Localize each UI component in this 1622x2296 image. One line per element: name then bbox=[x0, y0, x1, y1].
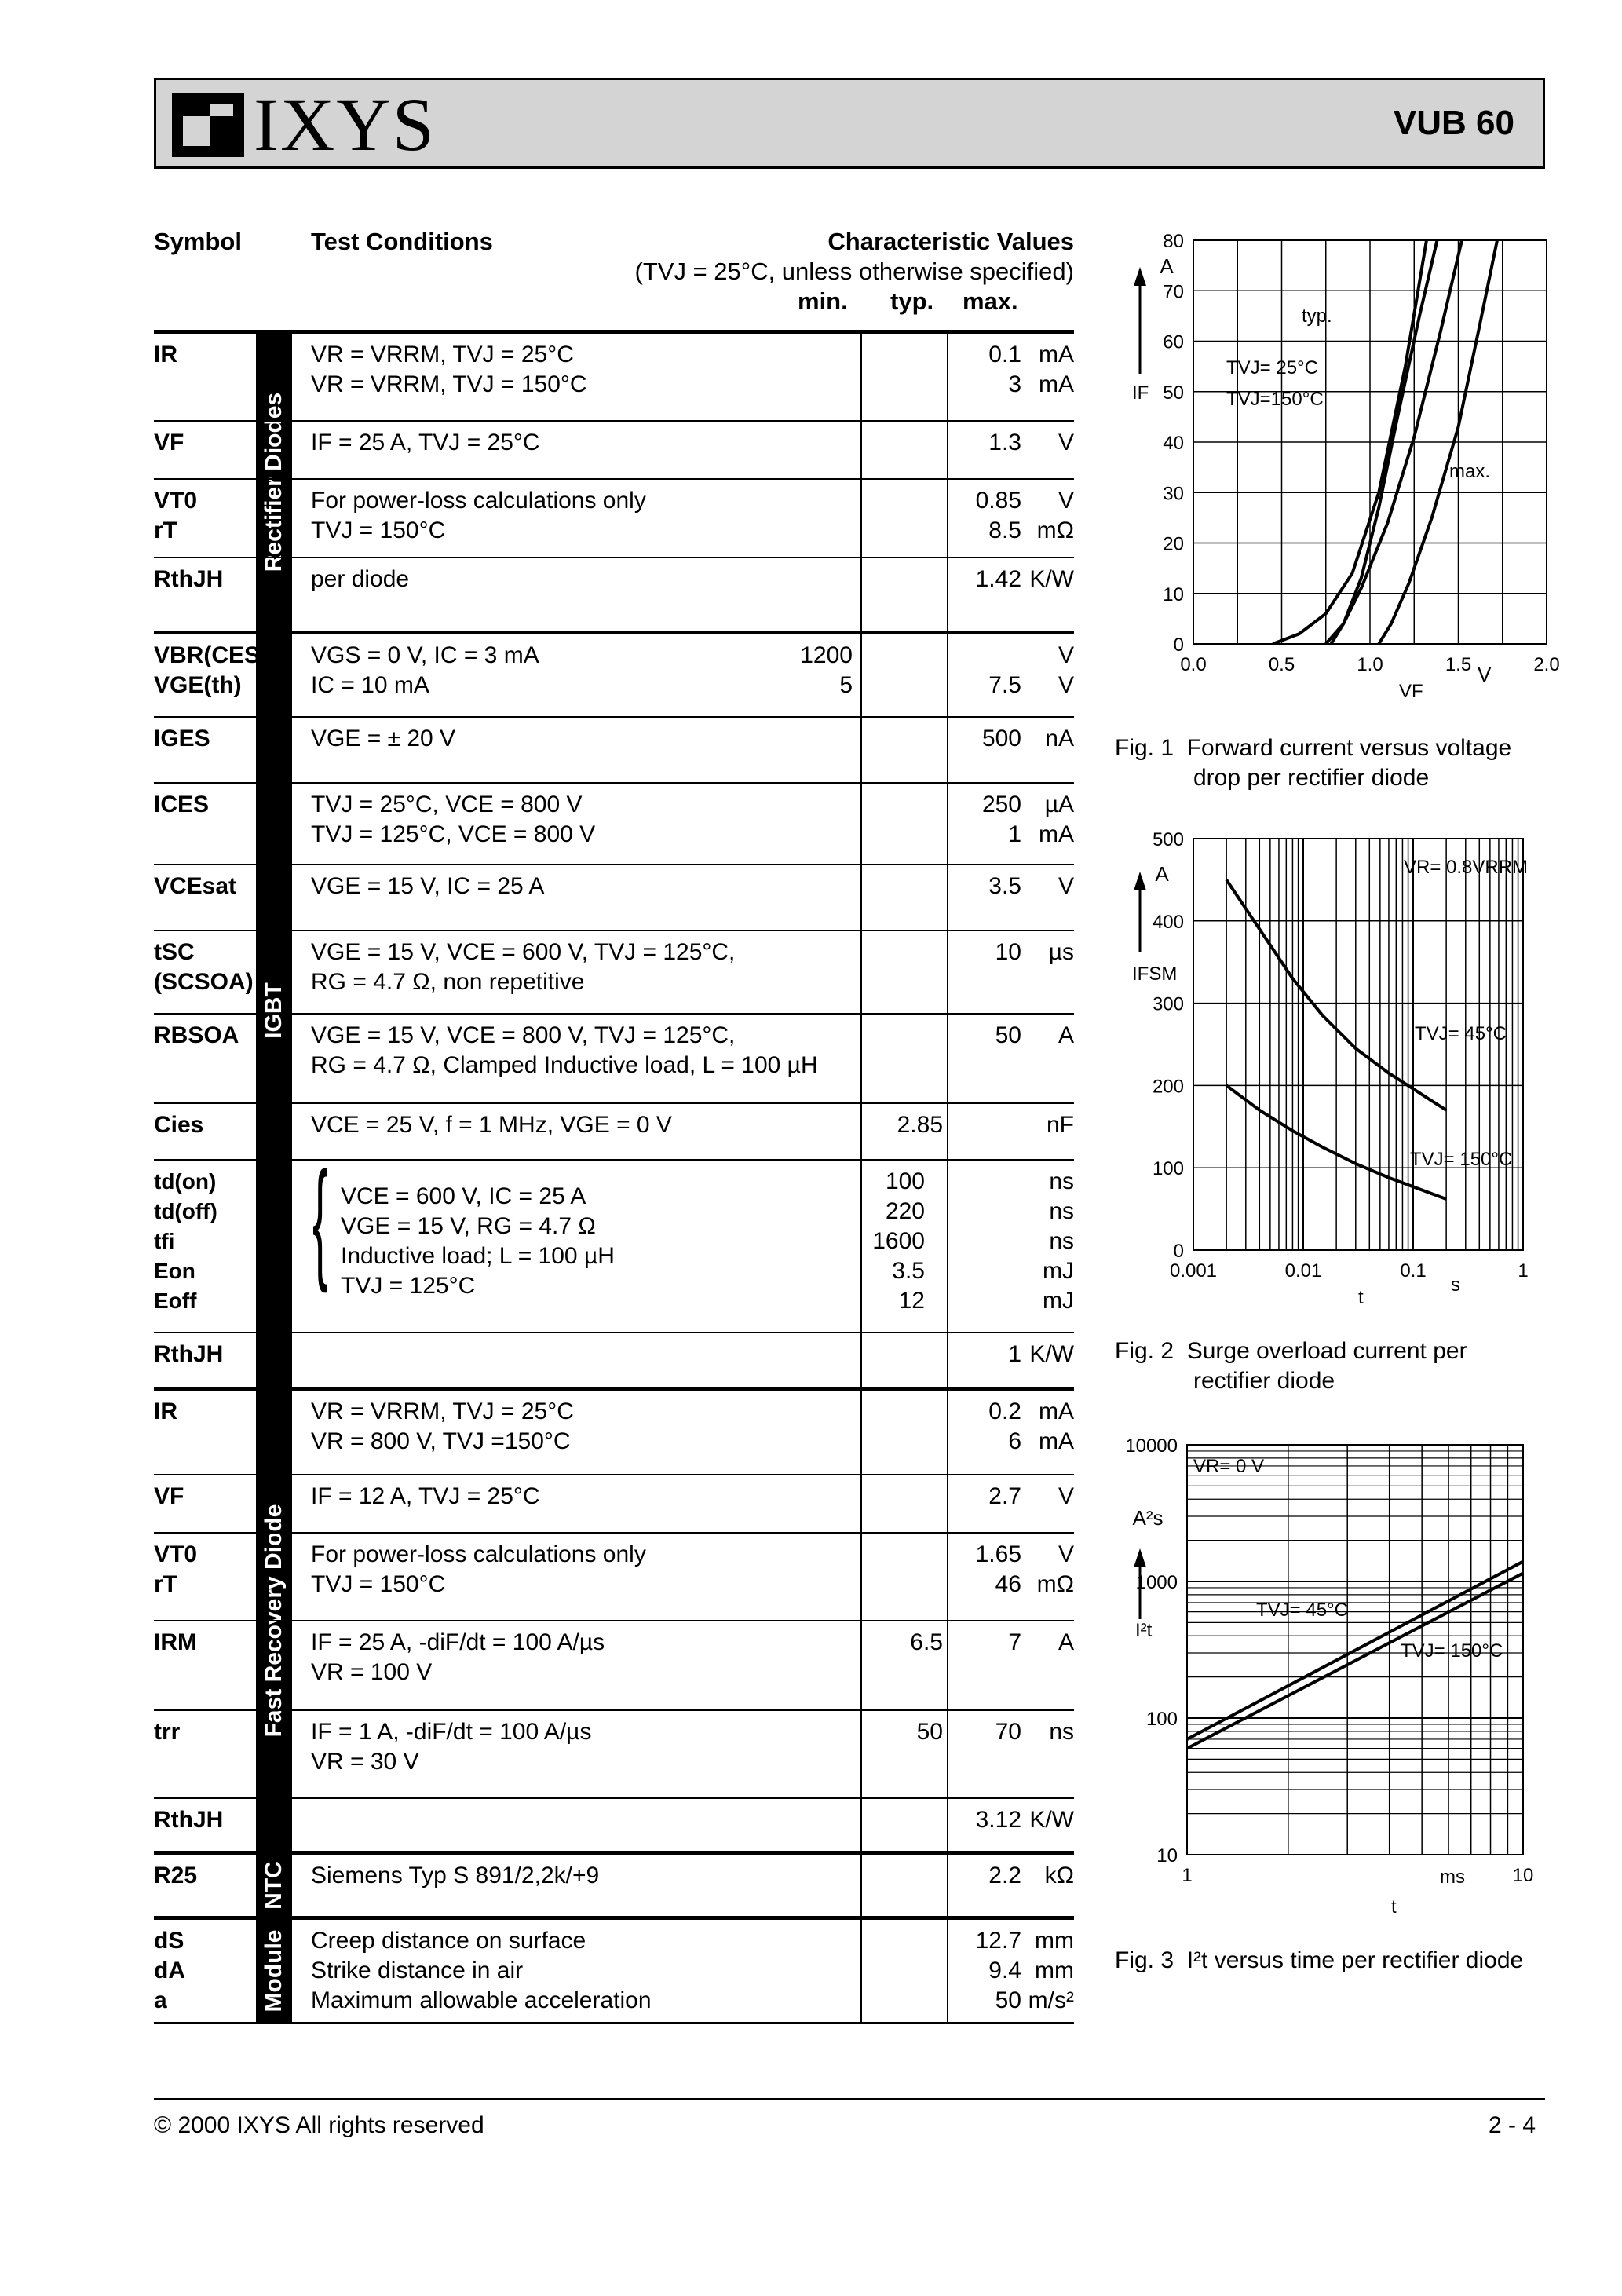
brace-icon: { bbox=[312, 1145, 328, 1294]
brand-logo bbox=[172, 82, 437, 166]
fig1-chart bbox=[1099, 228, 1570, 730]
section-bar: Module bbox=[256, 1920, 292, 2022]
table-row: IRM IF = 25 A, -diF/dt = 100 A/µs VR = 100 V 6.5 7 A bbox=[154, 1621, 1074, 1711]
x-tick-label: 1.0 bbox=[1357, 654, 1383, 675]
section-bar: Rectifier Diodes bbox=[256, 334, 292, 631]
table-row: IR VR = VRRM, TVJ = 25°C VR = 800 V, TVJ =150°C 0.2 6 mA mA bbox=[154, 1391, 1074, 1475]
section-rectifier bbox=[154, 330, 1074, 631]
x-tick-label: 2.0 bbox=[1533, 654, 1560, 675]
y-label: I²t bbox=[1135, 1620, 1153, 1641]
table-row: VF IF = 12 A, TVJ = 25°C 2.7 V bbox=[154, 1475, 1074, 1534]
y-tick-label: 100 bbox=[1145, 1709, 1178, 1730]
table-row: VT0 rT For power-loss calculations only TVJ = 150°C 1.65 46 V mΩ bbox=[154, 1534, 1074, 1621]
copyright: © 2000 IXYS All rights reserved bbox=[154, 2112, 484, 2138]
series-label-1: TVJ= 150°C bbox=[1410, 1149, 1513, 1170]
plot-frame bbox=[1193, 839, 1523, 1250]
x-tick-label: 1 bbox=[1518, 1260, 1529, 1281]
fig2-chart bbox=[1099, 832, 1570, 1319]
table-row: VCEsat VGE = 15 V, IC = 25 A 3.5 V bbox=[154, 865, 1074, 931]
y-unit: A²s bbox=[1132, 1506, 1164, 1530]
annotation-typ: typ. bbox=[1302, 305, 1332, 327]
x-tick-label: 0.1 bbox=[1400, 1260, 1427, 1281]
x-tick-label: 0.5 bbox=[1268, 654, 1295, 675]
y-tick-label: 10 bbox=[1163, 583, 1184, 605]
header-bar bbox=[154, 78, 1545, 169]
table-row: trr IF = 1 A, -diF/dt = 100 A/µs VR = 30 V 50 70 ns bbox=[154, 1711, 1074, 1799]
y-tick-label: 10 bbox=[1156, 1845, 1178, 1866]
annotation-tvj25: TVJ= 25°C bbox=[1226, 357, 1318, 378]
y-tick-label: 50 bbox=[1163, 382, 1184, 404]
table-row: VBR(CES) VGE(th) VGS = 0 V, IC = 3 mA IC = 10 mA 1200 5 7.5 V V bbox=[154, 634, 1074, 718]
section-bar: Fast Recovery Diode bbox=[256, 1391, 292, 1851]
table-row: RBSOA VGE = 15 V, VCE = 800 V, TVJ = 125°C, RG = 4.7 Ω, Clamped Inductive load, L = 100 µH 50 A bbox=[154, 1015, 1074, 1104]
x-label: t bbox=[1391, 1896, 1397, 1918]
fig2-caption: Fig. 2 Surge overload current per rectifier diode bbox=[1115, 1338, 1467, 1394]
section-bar: NTC bbox=[256, 1855, 292, 1916]
col-symbol: Symbol bbox=[154, 228, 242, 255]
x-tick-label: 0.01 bbox=[1284, 1260, 1322, 1281]
table-row: ICES TVJ = 25°C, VCE = 800 V TVJ = 125°C, VCE = 800 V 250 1 µA mA bbox=[154, 784, 1074, 865]
x-tick-label: 0.001 bbox=[1169, 1260, 1218, 1281]
table-row: dS dA a Creep distance on surface Strike distance in air Maximum allowable acceleration 12.7 9.4 50 mm mm m/s² bbox=[154, 1920, 1074, 2022]
x-unit: V bbox=[1478, 663, 1492, 686]
y-tick-label: 400 bbox=[1152, 911, 1184, 933]
y-tick-label: 20 bbox=[1163, 533, 1184, 555]
y-tick-label: 0 bbox=[1173, 1241, 1184, 1262]
footer-divider bbox=[154, 2098, 1545, 2100]
col-characteristic: Characteristic Values bbox=[827, 228, 1074, 255]
col-note: (TVJ = 25°C, unless otherwise specified) bbox=[634, 258, 1074, 285]
fig3-caption: Fig. 3 I²t versus time per rectifier diode bbox=[1115, 1947, 1524, 1973]
col-conditions: Test Conditions bbox=[311, 228, 493, 255]
section-igbt bbox=[154, 631, 1074, 1387]
y-tick-label: 200 bbox=[1152, 1076, 1184, 1098]
section-frd bbox=[154, 1387, 1074, 1851]
part-number: VUB 60 bbox=[1393, 104, 1514, 142]
y-label: IFSM bbox=[1132, 963, 1178, 985]
x-label: VF bbox=[1399, 681, 1423, 702]
section-ntc bbox=[154, 1851, 1074, 1916]
x-tick-label: 1 bbox=[1182, 1865, 1193, 1886]
series-label-0: TVJ= 45°C bbox=[1256, 1600, 1348, 1621]
x-tick-label: 0.0 bbox=[1180, 654, 1207, 675]
page-number: 2 - 4 bbox=[1489, 2112, 1536, 2138]
y-tick-label: 60 bbox=[1163, 331, 1184, 353]
y-tick-label: 0 bbox=[1173, 634, 1184, 656]
y-tick-label: 1000 bbox=[1135, 1572, 1178, 1593]
table-row: IGES VGE = ± 20 V 500 nA bbox=[154, 718, 1074, 784]
table-header bbox=[154, 228, 1074, 330]
table-row: IR VR = VRRM, TVJ = 25°C VR = VRRM, TVJ = 150°C 0.1 3 mA mA bbox=[154, 334, 1074, 422]
logo-mark-icon bbox=[172, 93, 244, 157]
annotation-vr: VR= 0 V bbox=[1193, 1456, 1265, 1477]
table-row: td(on) td(off) tfi Eon Eoff { VCE = 600 V, IC = 25 A VGE = 15 V, RG = 4.7 Ω Inductive load; L = 100 µH TVJ = 125°C 100 220 1600 3.5 12 ns ns ns mJ mJ bbox=[154, 1161, 1074, 1333]
x-tick-label: 1.5 bbox=[1445, 654, 1472, 675]
table-row: Cies VCE = 25 V, f = 1 MHz, VGE = 0 V 2.85 nF bbox=[154, 1104, 1074, 1161]
col-max: max. bbox=[963, 287, 1018, 315]
y-unit: A bbox=[1160, 254, 1174, 278]
y-tick-label: 70 bbox=[1163, 281, 1184, 303]
section-bar: IGBT bbox=[256, 634, 292, 1387]
y-tick-label: 300 bbox=[1152, 993, 1184, 1015]
y-tick-label: 500 bbox=[1152, 832, 1184, 850]
annotation-vr: VR= 0.8VRRM bbox=[1404, 857, 1529, 878]
fig1-caption: Fig. 1 Forward current versus voltage drop per rectifier diode bbox=[1115, 735, 1512, 791]
table-row: tSC (SCSOA) VGE = 15 V, VCE = 600 V, TVJ = 125°C, RG = 4.7 Ω, non repetitive 10 µs bbox=[154, 931, 1074, 1015]
y-unit: A bbox=[1155, 862, 1169, 886]
x-tick-label: 10 bbox=[1512, 1865, 1534, 1886]
annotation-tvj150: TVJ=150°C bbox=[1226, 389, 1324, 410]
x-unit: ms bbox=[1440, 1866, 1465, 1888]
series-label-0: TVJ= 45°C bbox=[1415, 1023, 1507, 1044]
y-tick-label: 100 bbox=[1152, 1158, 1184, 1180]
annotation-max: max. bbox=[1449, 461, 1491, 482]
col-typ: typ. bbox=[890, 287, 934, 315]
y-tick-label: 40 bbox=[1163, 433, 1184, 454]
col-min: min. bbox=[798, 287, 848, 315]
table-row: RthJH per diode 1.42 K/W bbox=[154, 558, 1074, 631]
y-tick-label: 10000 bbox=[1125, 1437, 1178, 1457]
section-module bbox=[154, 1916, 1074, 2022]
table-row: R25 Siemens Typ S 891/2,2k/+9 2.2 kΩ bbox=[154, 1855, 1074, 1916]
table-row: RthJH 1 K/W bbox=[154, 1333, 1074, 1387]
spec-table bbox=[154, 228, 1074, 2024]
table-row: VT0 rT For power-loss calculations only TVJ = 150°C 0.85 8.5 V mΩ bbox=[154, 480, 1074, 558]
fig3-chart bbox=[1099, 1437, 1570, 1940]
arrow-up-icon bbox=[1134, 872, 1146, 890]
y-tick-label: 80 bbox=[1163, 231, 1184, 252]
brand-name: IXYS bbox=[254, 82, 437, 166]
x-unit: s bbox=[1451, 1274, 1460, 1296]
table-row: RthJH 3.12 K/W bbox=[154, 1799, 1074, 1851]
arrow-up-icon bbox=[1134, 1548, 1146, 1567]
y-label: IF bbox=[1132, 382, 1149, 404]
x-label: t bbox=[1358, 1287, 1364, 1308]
arrow-up-icon bbox=[1134, 267, 1146, 286]
table-row: VF IF = 25 A, TVJ = 25°C 1.3 V bbox=[154, 422, 1074, 480]
series-label-1: TVJ= 150°C bbox=[1401, 1640, 1503, 1662]
y-tick-label: 30 bbox=[1163, 483, 1184, 505]
